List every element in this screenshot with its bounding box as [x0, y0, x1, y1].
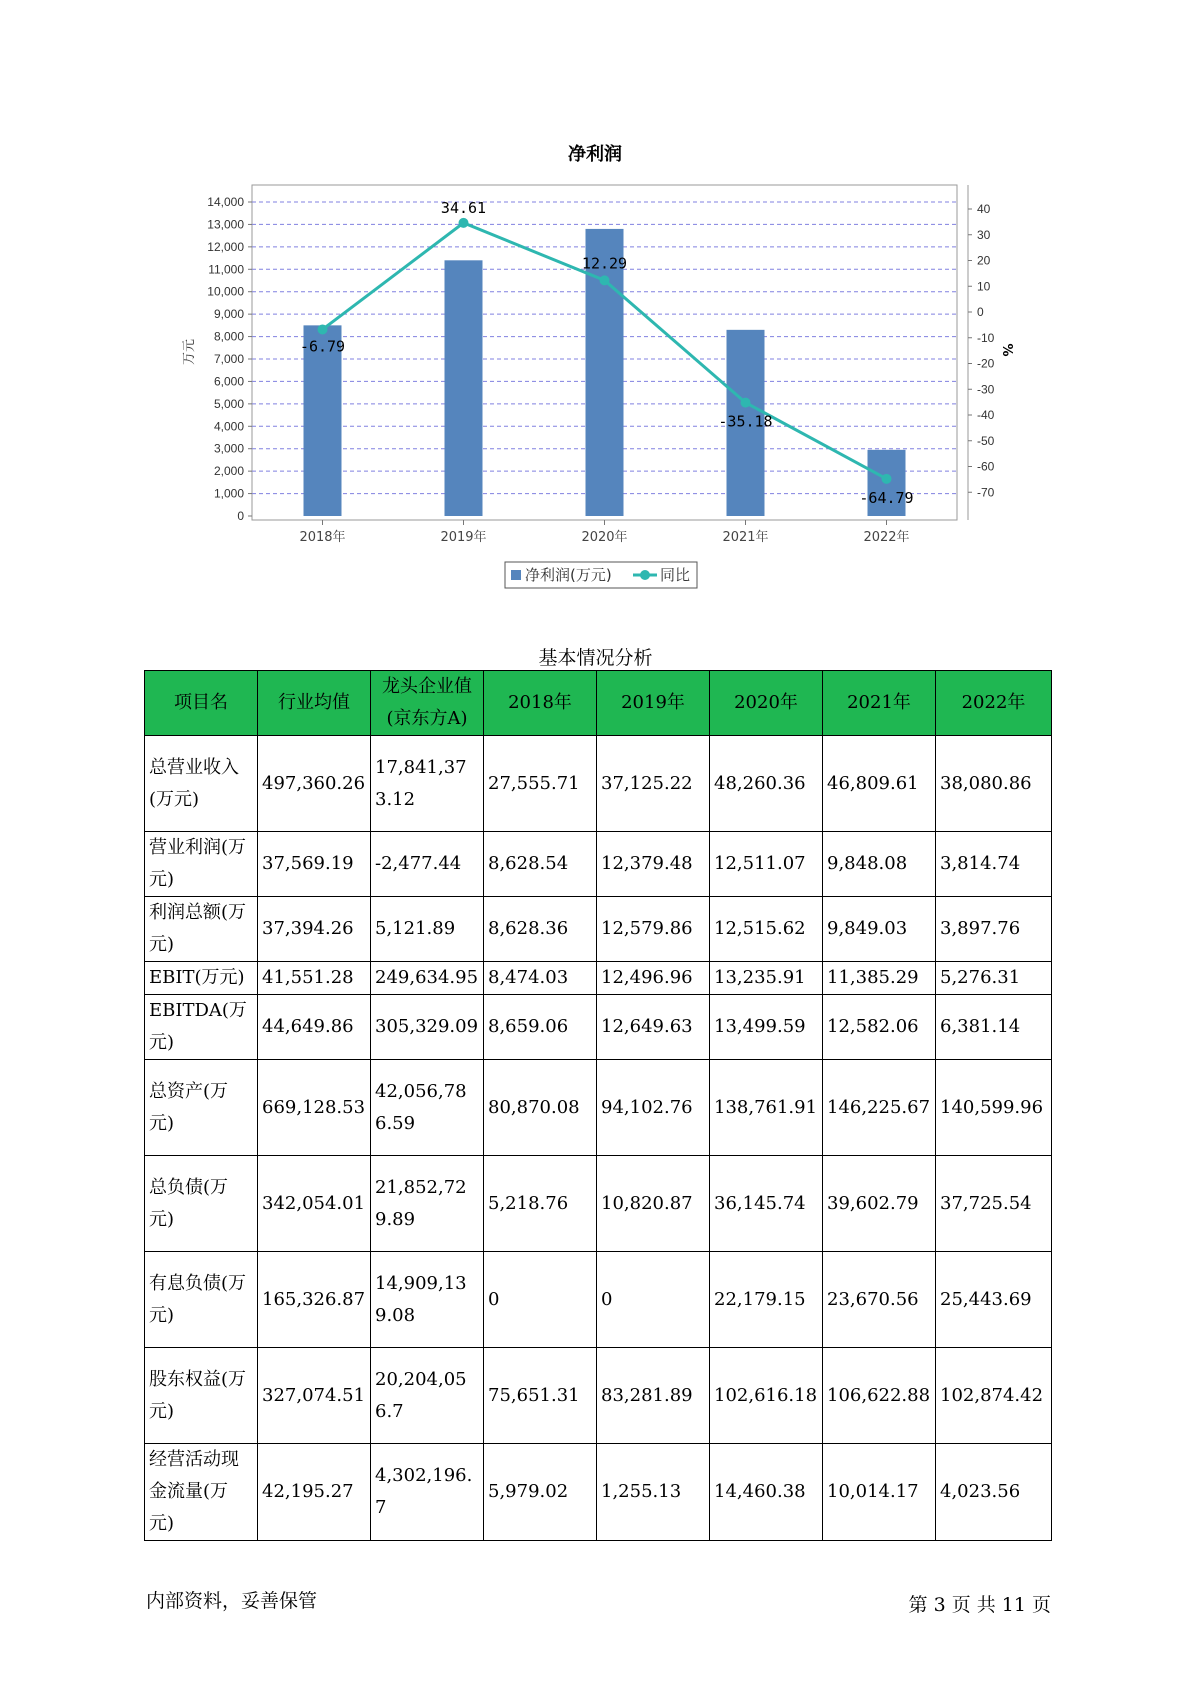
value-cell: 27,555.71 — [484, 736, 597, 832]
value-cell: 6,381.14 — [936, 995, 1052, 1060]
value-cell: 13,235.91 — [710, 962, 823, 995]
left-axis-tick-label: 10,000 — [207, 284, 244, 299]
value-cell: 14,460.38 — [710, 1444, 823, 1541]
footer-confidential-note: 内部资料，妥善保管 — [146, 1590, 318, 1612]
value-cell: 21,852,729.89 — [371, 1156, 484, 1252]
value-cell: 10,014.17 — [823, 1444, 936, 1541]
row-label-cell: EBITDA(万元) — [145, 995, 258, 1060]
value-cell: 497,360.26 — [258, 736, 371, 832]
bar-net-profit — [445, 260, 483, 516]
right-axis-title: % — [999, 343, 1014, 357]
x-axis-tick-label: 2022年 — [863, 530, 910, 545]
left-axis-tick-label: 6,000 — [213, 374, 244, 389]
left-axis-tick-label: 0 — [237, 509, 244, 523]
value-cell: 39,602.79 — [823, 1156, 936, 1252]
value-cell: 36,145.74 — [710, 1156, 823, 1252]
value-cell: 13,499.59 — [710, 995, 823, 1060]
left-axis-tick-label: 1,000 — [213, 486, 244, 501]
table-row — [145, 736, 1052, 832]
value-cell: 8,628.54 — [484, 832, 597, 897]
value-cell: 669,128.53 — [258, 1060, 371, 1156]
left-axis-title: 万元 — [182, 338, 197, 366]
value-cell: 5,121.89 — [371, 897, 484, 962]
right-axis-tick-label: 40 — [977, 202, 991, 216]
right-axis-tick-label: -20 — [977, 356, 995, 371]
table-row — [145, 1444, 1052, 1541]
legend-swatch-point — [640, 570, 650, 580]
value-cell: 83,281.89 — [597, 1348, 710, 1444]
x-axis-tick-label: 2018年 — [299, 530, 346, 545]
table-title: 基本情况分析 — [538, 647, 653, 669]
table-row — [145, 832, 1052, 897]
table-row — [145, 1060, 1052, 1156]
row-label-cell: EBIT(万元) — [145, 962, 258, 995]
value-cell: 146,225.67 — [823, 1060, 936, 1156]
chart-title: 净利润 — [568, 144, 622, 165]
row-label-cell: 利润总额(万元) — [145, 897, 258, 962]
table-row — [145, 1156, 1052, 1252]
row-label-cell: 营业利润(万元) — [145, 832, 258, 897]
header-cell: 项目名 — [145, 671, 258, 736]
yoy-point — [459, 218, 469, 228]
value-cell: 10,820.87 — [597, 1156, 710, 1252]
value-cell: 12,511.07 — [710, 832, 823, 897]
yoy-data-label: -6.79 — [299, 337, 346, 356]
row-label-cell: 总资产(万元) — [145, 1060, 258, 1156]
x-axis-tick-label: 2021年 — [722, 530, 769, 545]
value-cell: 305,329.09 — [371, 995, 484, 1060]
value-cell: 12,582.06 — [823, 995, 936, 1060]
value-cell: 23,670.56 — [823, 1252, 936, 1348]
value-cell: 8,474.03 — [484, 962, 597, 995]
value-cell: -2,477.44 — [371, 832, 484, 897]
header-cell: 2019年 — [597, 671, 710, 736]
value-cell: 94,102.76 — [597, 1060, 710, 1156]
yoy-data-label: -35.18 — [718, 412, 773, 431]
left-axis-tick-label: 11,000 — [208, 262, 244, 277]
footer-page-number: 第 3 页 共 11 页 — [908, 1594, 1051, 1616]
value-cell: 12,496.96 — [597, 962, 710, 995]
value-cell: 20,204,056.7 — [371, 1348, 484, 1444]
value-cell: 22,179.15 — [710, 1252, 823, 1348]
value-cell: 48,260.36 — [710, 736, 823, 832]
value-cell: 9,848.08 — [823, 832, 936, 897]
value-cell: 4,302,196.7 — [371, 1444, 484, 1541]
right-axis-tick-label: -70 — [977, 485, 995, 500]
right-axis-tick-label: 30 — [977, 227, 991, 242]
left-axis-tick-label: 7,000 — [213, 352, 244, 366]
right-axis-tick-label: -10 — [977, 330, 995, 345]
value-cell: 0 — [597, 1252, 710, 1348]
value-cell: 12,579.86 — [597, 897, 710, 962]
value-cell: 46,809.61 — [823, 736, 936, 832]
value-cell: 8,659.06 — [484, 995, 597, 1060]
value-cell: 5,218.76 — [484, 1156, 597, 1252]
value-cell: 3,814.74 — [936, 832, 1052, 897]
yoy-point — [741, 398, 751, 408]
x-axis-tick-label: 2020年 — [581, 530, 628, 545]
left-axis-tick-label: 9,000 — [213, 307, 244, 322]
right-axis-tick-label: -50 — [977, 433, 995, 448]
header-cell: 行业均值 — [258, 671, 371, 736]
legend-label-yoy: 同比 — [660, 566, 691, 584]
value-cell: 327,074.51 — [258, 1348, 371, 1444]
header-cell: 2021年 — [823, 671, 936, 736]
value-cell: 5,276.31 — [936, 962, 1052, 995]
left-axis-tick-label: 4,000 — [213, 419, 244, 434]
chart-canvas — [0, 0, 1191, 600]
table-row — [145, 995, 1052, 1060]
row-label-cell: 有息负债(万元) — [145, 1252, 258, 1348]
yoy-data-label: -64.79 — [859, 488, 914, 507]
header-cell: 龙头企业值(京东方A) — [371, 671, 484, 736]
value-cell: 249,634.95 — [371, 962, 484, 995]
right-axis-tick-label: -40 — [977, 408, 995, 422]
left-axis-tick-label: 13,000 — [207, 217, 244, 232]
value-cell: 106,622.88 — [823, 1348, 936, 1444]
value-cell: 4,023.56 — [936, 1444, 1052, 1541]
value-cell: 37,725.54 — [936, 1156, 1052, 1252]
table-row — [145, 962, 1052, 995]
basic-analysis-table — [144, 670, 1052, 1541]
row-label-cell: 总营业收入(万元) — [145, 736, 258, 832]
value-cell: 38,080.86 — [936, 736, 1052, 832]
value-cell: 75,651.31 — [484, 1348, 597, 1444]
value-cell: 102,616.18 — [710, 1348, 823, 1444]
value-cell: 3,897.76 — [936, 897, 1052, 962]
table-header-row — [145, 671, 1052, 736]
value-cell: 1,255.13 — [597, 1444, 710, 1541]
table-row — [145, 1348, 1052, 1444]
yoy-data-label: 34.61 — [440, 198, 487, 217]
value-cell: 5,979.02 — [484, 1444, 597, 1541]
value-cell: 41,551.28 — [258, 962, 371, 995]
header-cell: 2020年 — [710, 671, 823, 736]
x-axis-tick-label: 2019年 — [440, 530, 487, 545]
value-cell: 42,056,786.59 — [371, 1060, 484, 1156]
legend-swatch-bar — [511, 570, 521, 580]
yoy-point — [600, 275, 610, 285]
left-axis-tick-label: 2,000 — [213, 464, 244, 479]
value-cell: 42,195.27 — [258, 1444, 371, 1541]
value-cell: 11,385.29 — [823, 962, 936, 995]
left-axis-tick-label: 14,000 — [207, 195, 244, 209]
value-cell: 37,394.26 — [258, 897, 371, 962]
left-axis-tick-label: 8,000 — [213, 329, 244, 344]
header-cell: 2018年 — [484, 671, 597, 736]
value-cell: 9,849.03 — [823, 897, 936, 962]
value-cell: 342,054.01 — [258, 1156, 371, 1252]
value-cell: 12,379.48 — [597, 832, 710, 897]
value-cell: 14,909,139.08 — [371, 1252, 484, 1348]
value-cell: 165,326.87 — [258, 1252, 371, 1348]
row-label-cell: 股东权益(万元) — [145, 1348, 258, 1444]
yoy-point — [882, 474, 892, 484]
right-axis-tick-label: 20 — [977, 253, 991, 268]
left-axis-tick-label: 12,000 — [207, 239, 244, 254]
value-cell: 102,874.42 — [936, 1348, 1052, 1444]
value-cell: 138,761.91 — [710, 1060, 823, 1156]
right-axis-tick-label: -30 — [977, 382, 995, 397]
value-cell: 80,870.08 — [484, 1060, 597, 1156]
yoy-point — [318, 324, 328, 334]
left-axis-tick-label: 3,000 — [213, 441, 244, 456]
value-cell: 8,628.36 — [484, 897, 597, 962]
header-cell: 2022年 — [936, 671, 1052, 736]
value-cell: 12,649.63 — [597, 995, 710, 1060]
value-cell: 25,443.69 — [936, 1252, 1052, 1348]
yoy-data-label: 12.29 — [581, 254, 628, 273]
right-axis-tick-label: 0 — [977, 305, 984, 319]
legend-label-net-profit: 净利润(万元) — [525, 566, 612, 584]
value-cell: 140,599.96 — [936, 1060, 1052, 1156]
right-axis-tick-label: -60 — [977, 459, 995, 474]
value-cell: 37,569.19 — [258, 832, 371, 897]
value-cell: 17,841,373.12 — [371, 736, 484, 832]
value-cell: 37,125.22 — [597, 736, 710, 832]
row-label-cell: 经营活动现金流量(万元) — [145, 1444, 258, 1541]
value-cell: 44,649.86 — [258, 995, 371, 1060]
value-cell: 12,515.62 — [710, 897, 823, 962]
table-row — [145, 1252, 1052, 1348]
left-axis-tick-label: 5,000 — [213, 396, 244, 411]
value-cell: 0 — [484, 1252, 597, 1348]
table-row — [145, 897, 1052, 962]
net-profit-chart — [0, 0, 1191, 600]
right-axis-tick-label: 10 — [977, 279, 991, 294]
row-label-cell: 总负债(万元) — [145, 1156, 258, 1252]
